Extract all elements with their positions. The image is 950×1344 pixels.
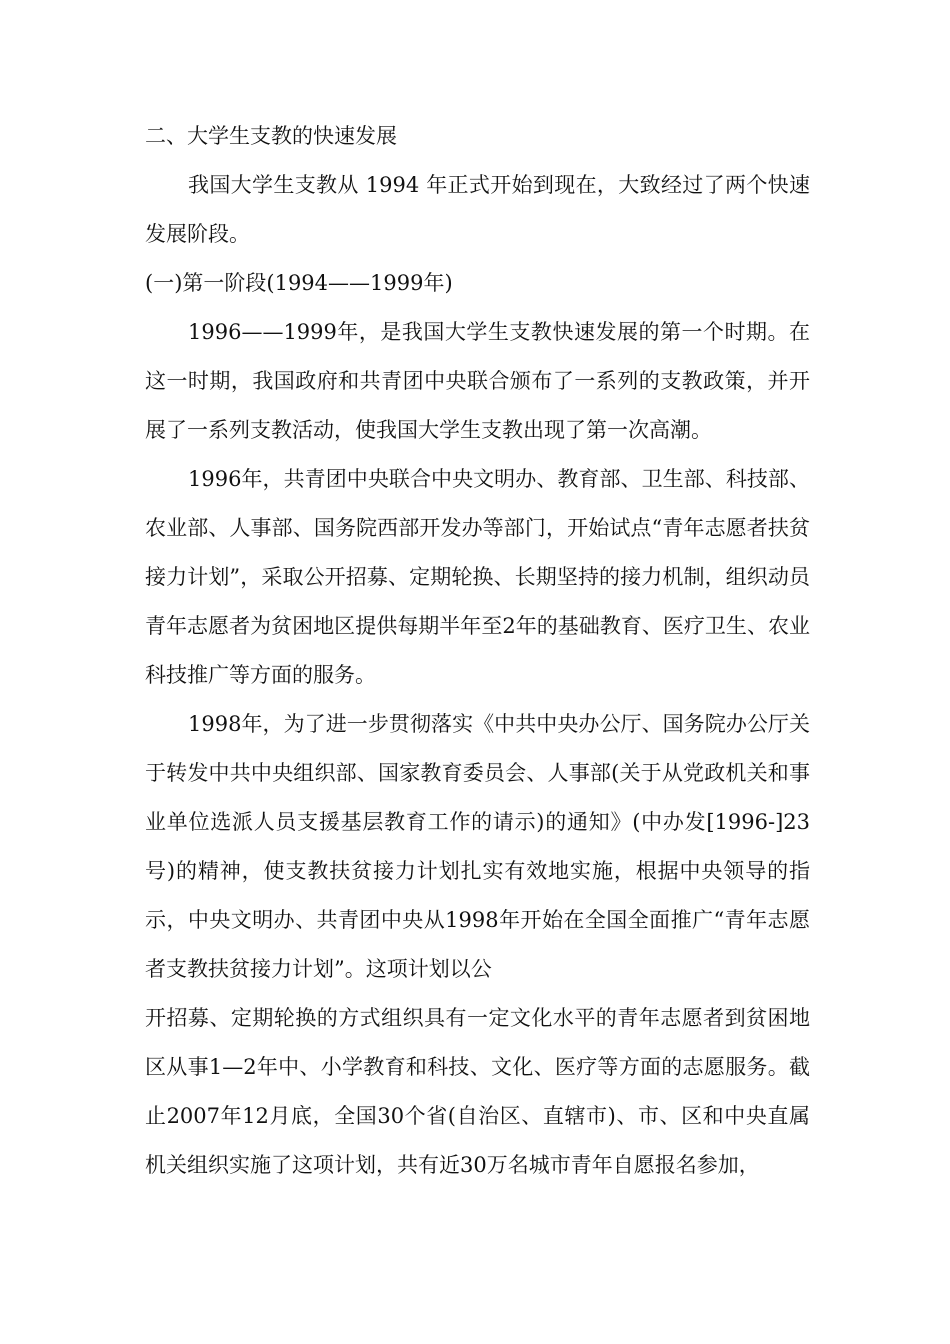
plan-1998-paragraph: 1998年，为了进一步贯彻落实《中共中央办公厅、国务院办公厅关于转发中共中央组织部、国家教育委员会、人事部(关于从党政机关和事业单位选派人员支援基层教育工作的请示)的通知》(中办发[1996-]23号)的精神，使支教扶贫接力计划扎实有效地实施，根据中央领导的指示，中央文明办、共青团中央从1998年开始在全国全面推广“青年志愿者支教扶贫接力计划”。这项计划以公 — [145, 712, 810, 981]
intro-paragraph: 我国大学生支教从 1994 年正式开始到现在，大致经过了两个快速发展阶段。 — [145, 173, 810, 246]
period-paragraph: 1996——1999年，是我国大学生支教快速发展的第一个时期。在这一时期，我国政府和共青团中央联合颁布了一系列的支教政策，并开展了一系列支教活动，使我国大学生支教出现了第一次高潮。 — [145, 320, 810, 442]
section-heading: 二、大学生支教的快速发展 — [145, 124, 397, 148]
plan-continuation-paragraph: 开招募、定期轮换的方式组织具有一定文化水平的青年志愿者到贫困地区从事1—2年中、小学教育和科技、文化、医疗等方面的志愿服务。截止2007年12月底，全国30个省(自治区、直辖市)、市、区和中央直属机关组织实施了这项计划，共有近30万名城市青年自愿报名参加， — [145, 1006, 810, 1177]
stage-one-heading: (一)第一阶段(1994——1999年) — [145, 271, 453, 295]
plan-1996-paragraph: 1996年，共青团中央联合中央文明办、教育部、卫生部、科技部、农业部、人事部、国务院西部开发办等部门，开始试点“青年志愿者扶贫接力计划”，采取公开招募、定期轮换、长期坚持的接力机制，组织动员青年志愿者为贫困地区提供每期半年至2年的基础教育、医疗卫生、农业科技推广等方面的服务。 — [145, 467, 810, 687]
document-body — [145, 112, 810, 1190]
